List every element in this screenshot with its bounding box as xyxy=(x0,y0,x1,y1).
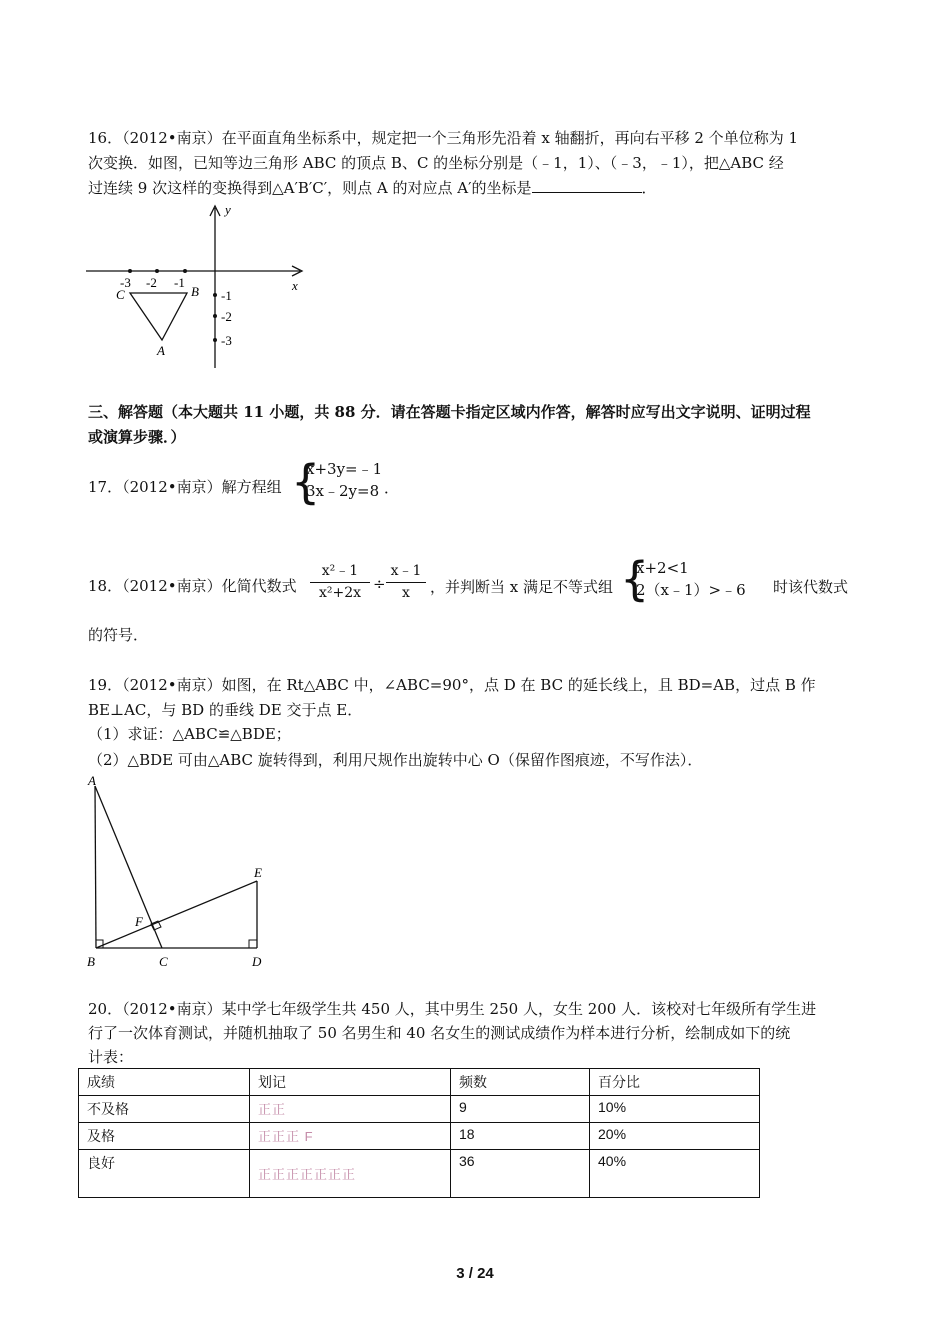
q18-divide-sign: ÷ xyxy=(373,575,386,593)
table-header-cell: 百分比 xyxy=(590,1069,760,1096)
q16-line-2: 次变换．如图，已知等边三角形 ABC 的顶点 B、C 的坐标分别是（﹣1，1）、（﹣3，﹣1），把△ABC 经 xyxy=(88,154,784,172)
q17-eq-2: 3x﹣2y=8 xyxy=(306,482,380,500)
q19-line-1: 19．（2012•南京）如图，在 Rt△ABC 中，∠ABC=90°，点 D 在 BC 的延长线上，且 BD=AB，过点 B 作 xyxy=(88,676,816,694)
q17-prefix: 17．（2012•南京）解方程组 xyxy=(88,478,282,496)
q18-middle: ，并判断当 x 满足不等式组 xyxy=(430,578,613,596)
q17-eq-1: x+3y=﹣1 xyxy=(306,460,383,478)
q18-frac2-numerator: x﹣1 xyxy=(390,563,422,579)
q16-line-1: 16．（2012•南京）在平面直角坐标系中，规定把一个三角形先沿着 x 轴翻折，再向右平移 2 个单位称为 1 xyxy=(88,129,798,147)
section-3-heading-2: 或演算步骤．） xyxy=(88,428,186,446)
q18-inequality-system xyxy=(636,557,746,601)
q18-ineq-1: x+2<1 xyxy=(636,559,689,577)
coordinate-figure xyxy=(86,200,316,368)
q18-line-2: 的符号． xyxy=(88,626,149,644)
table-header-cell: 划记 xyxy=(250,1069,451,1096)
y-axis-label: y xyxy=(225,202,231,217)
q18-prefix: 18．（2012•南京）化简代数式 xyxy=(88,577,297,595)
table-cell: 不及格 xyxy=(79,1096,250,1123)
q18-fraction-2 xyxy=(386,560,426,601)
table-cell: 良好 xyxy=(79,1150,250,1198)
score-table xyxy=(78,1068,760,1198)
q18-frac1-numerator: x²﹣1 xyxy=(321,563,359,579)
table-cell: 9 xyxy=(451,1096,590,1123)
answer-blank xyxy=(532,178,642,193)
q16-line-3-text: 过连续 9 次这样的变换得到△A′B′C′，则点 A 的对应点 A′的坐标是 xyxy=(88,179,532,197)
table-cell: 10% xyxy=(590,1096,760,1123)
point-d-label: D xyxy=(252,954,262,969)
point-a-label: A xyxy=(157,343,165,358)
page-number: 3 / 24 xyxy=(456,1265,494,1282)
point-c-label: C xyxy=(116,287,125,302)
point-b-label: B xyxy=(87,954,95,969)
q19-part-2: （2）△BDE 可由△ABC 旋转得到，利用尺规作出旋转中心 O（保留作图痕迹，不写作法）． xyxy=(88,751,703,769)
q18-fraction-1 xyxy=(310,560,370,601)
tally-cell: 正正 xyxy=(250,1096,451,1123)
point-f-label: F xyxy=(135,914,143,929)
tally-cell: 正正正正正正正 xyxy=(250,1150,451,1198)
table-header-row xyxy=(79,1069,760,1096)
point-b-label: B xyxy=(191,284,199,299)
point-e-label: E xyxy=(254,865,262,880)
table-header-cell: 成绩 xyxy=(79,1069,250,1096)
table-cell: 40% xyxy=(590,1150,760,1198)
q19-part-1: （1）求证：△ABC≌△BDE； xyxy=(88,725,291,743)
table-cell: 20% xyxy=(590,1123,760,1150)
table-header-cell: 频数 xyxy=(451,1069,590,1096)
q16-blank-suffix: ． xyxy=(641,179,657,197)
q19-line-2: BE⊥AC，与 BD 的垂线 DE 交于点 E． xyxy=(88,701,363,719)
table-cell: 18 xyxy=(451,1123,590,1150)
q17-equation-system xyxy=(306,458,382,502)
triangle-abc xyxy=(130,293,187,340)
q20-line-3: 计表： xyxy=(88,1048,134,1066)
table-row xyxy=(79,1096,760,1123)
q18-ineq-2: 2（x﹣1）>﹣6 xyxy=(636,581,746,599)
triangle-figure xyxy=(84,770,284,970)
x-tick-minus-3: -3 xyxy=(120,275,131,290)
y-tick-minus-1: -1 xyxy=(221,288,232,303)
q17-brace: { xyxy=(291,455,321,509)
point-a-label: A xyxy=(88,773,96,788)
tally-cell: 正正正 F xyxy=(250,1123,451,1150)
section-3-heading-1: 三、解答题（本大题共 11 小题，共 88 分．请在答题卡指定区域内作答，解答时应写出文字说明、证明过程 xyxy=(88,403,811,421)
q20-line-1: 20．（2012•南京）某中学七年级学生共 450 人，其中男生 250 人，女生 200 人．该校对七年级所有学生进 xyxy=(88,1000,817,1018)
table-row xyxy=(79,1150,760,1198)
q17-suffix: ． xyxy=(384,479,400,497)
x-axis-label: x xyxy=(292,278,298,293)
table-row xyxy=(79,1123,760,1150)
point-c-label: C xyxy=(159,954,168,969)
q18-suffix: 时该代数式 xyxy=(773,578,849,596)
y-tick-minus-3: -3 xyxy=(221,333,232,348)
q18-brace: { xyxy=(620,552,650,606)
q18-frac2-denominator: x xyxy=(402,585,410,601)
table-cell: 及格 xyxy=(79,1123,250,1150)
x-tick-minus-1: -1 xyxy=(174,275,185,290)
q18-frac1-denominator: x²+2x xyxy=(318,585,362,601)
y-tick-minus-2: -2 xyxy=(221,309,232,324)
q16-line-3 xyxy=(88,178,657,198)
table-cell: 36 xyxy=(451,1150,590,1198)
x-tick-minus-2: -2 xyxy=(146,275,157,290)
q20-line-2: 行了一次体育测试，并随机抽取了 50 名男生和 40 名女生的测试成绩作为样本进行分析，绘制成如下的统 xyxy=(88,1024,791,1042)
